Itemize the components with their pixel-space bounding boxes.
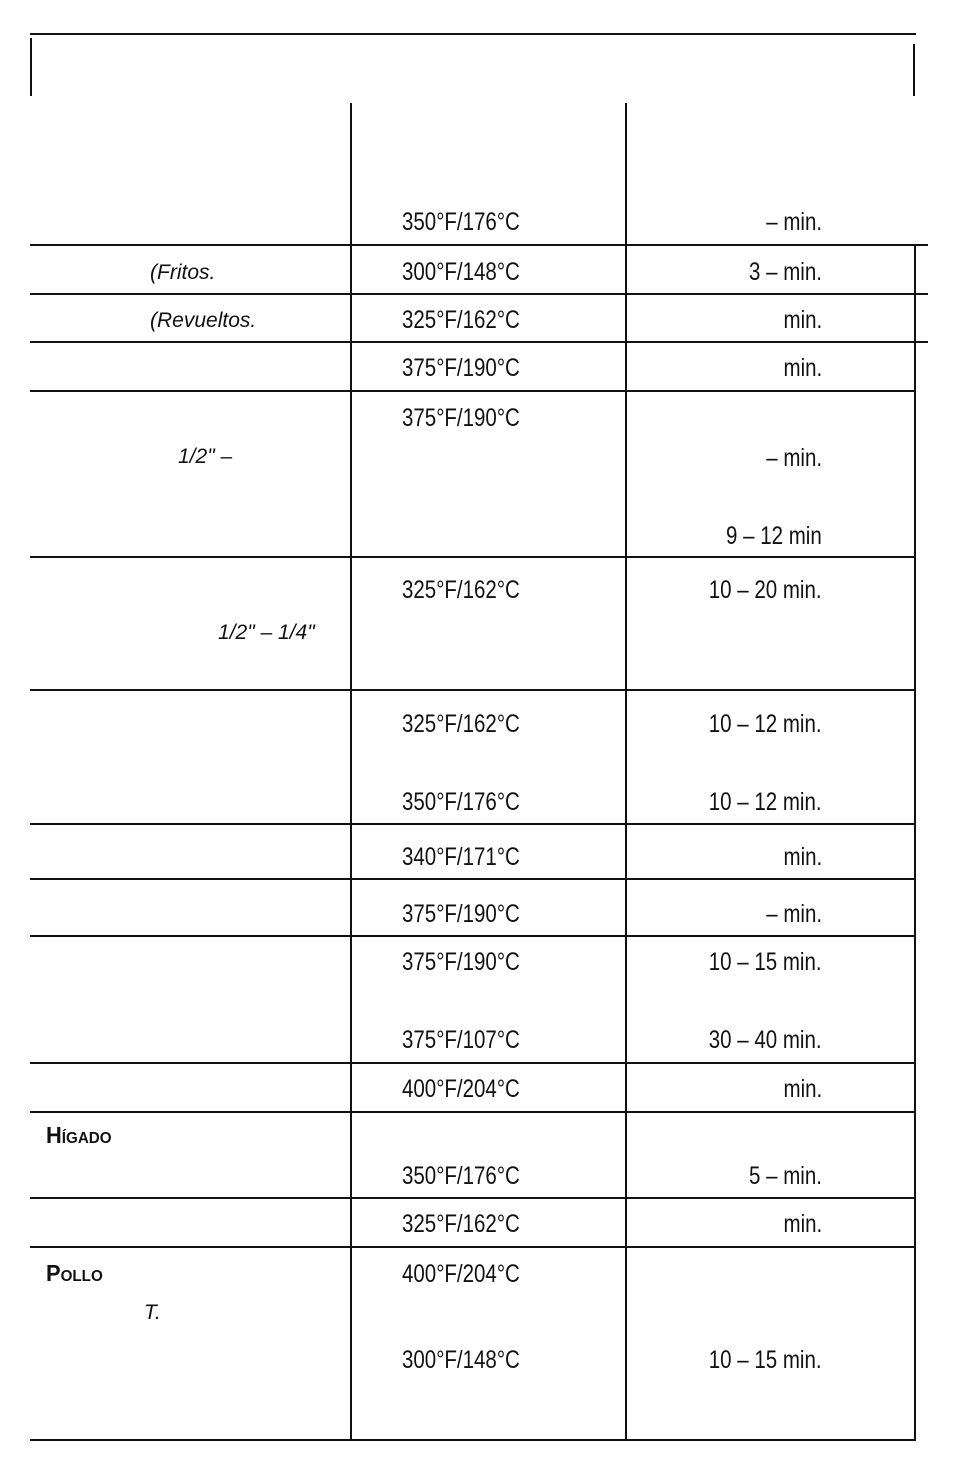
time-cell: 5 – min. (749, 1162, 822, 1190)
time-cell: min. (783, 306, 822, 334)
time-cell-secondary: 10 – 15 min. (709, 1346, 822, 1374)
column-divider-1 (350, 103, 352, 1440)
time-cell-secondary: 9 – 12 min (726, 522, 822, 550)
temperature-cell: 350°F/176°C (402, 1162, 520, 1190)
temperature-cell-secondary: 375°F/107°C (402, 1026, 520, 1054)
time-cell: – min. (766, 900, 822, 928)
item-note: T. (144, 1301, 161, 1324)
time-cell: min. (783, 354, 822, 382)
time-cell: min. (783, 843, 822, 871)
time-cell: 10 – 15 min. (709, 948, 822, 976)
food-name: Hígado (46, 1122, 112, 1148)
row-separator (30, 1062, 916, 1064)
temperature-cell-secondary: 300°F/148°C (402, 1346, 520, 1374)
temperature-cell: 375°F/190°C (402, 948, 520, 976)
row-separator (30, 935, 916, 937)
temperature-cell: 375°F/190°C (402, 354, 520, 382)
time-cell-secondary: 30 – 40 min. (709, 1026, 822, 1054)
time-cell: min. (783, 1210, 822, 1238)
row-separator (30, 823, 916, 825)
temperature-cell: 325°F/162°C (402, 710, 520, 738)
time-cell-secondary: 10 – 12 min. (709, 788, 822, 816)
row-separator (30, 556, 916, 558)
temperature-cell: 325°F/162°C (402, 576, 520, 604)
item-cell: (Revueltos. (150, 309, 257, 332)
row-separator (30, 341, 928, 343)
time-cell: 10 – 12 min. (709, 710, 822, 738)
row-separator (30, 293, 928, 295)
row-separator (30, 878, 916, 880)
time-cell: – min. (766, 208, 822, 236)
column-divider-3 (914, 245, 916, 1440)
temperature-cell: 340°F/171°C (402, 843, 520, 871)
row-separator (30, 390, 916, 392)
temperature-cell: 325°F/162°C (402, 1210, 520, 1238)
top-rule (30, 33, 916, 35)
item-cell: 1/2" – (178, 445, 233, 468)
temperature-cell: 350°F/176°C (402, 208, 520, 236)
temperature-cell: 375°F/190°C (402, 900, 520, 928)
row-separator (30, 1246, 916, 1248)
temperature-cell: 375°F/190°C (402, 404, 520, 432)
temperature-cell: 400°F/204°C (402, 1075, 520, 1103)
row-separator (30, 1111, 916, 1113)
food-name: Pollo (46, 1260, 103, 1286)
bottom-rule (30, 1439, 916, 1441)
temperature-cell: 400°F/204°C (402, 1260, 520, 1288)
temperature-cell-secondary: 350°F/176°C (402, 788, 520, 816)
time-cell: 3 – min. (749, 258, 822, 286)
left-edge (30, 38, 32, 96)
item-cell: 1/2" – 1/4" (218, 621, 315, 644)
time-cell: min. (783, 1075, 822, 1103)
time-cell: 10 – 20 min. (709, 576, 822, 604)
right-edge (913, 44, 915, 96)
row-separator (30, 1197, 916, 1199)
time-cell: – min. (766, 444, 822, 472)
temperature-cell: 300°F/148°C (402, 258, 520, 286)
column-divider-2 (625, 103, 627, 1440)
row-separator (30, 689, 916, 691)
item-cell: (Fritos. (150, 261, 216, 284)
temperature-cell: 325°F/162°C (402, 306, 520, 334)
row-separator (30, 244, 928, 246)
